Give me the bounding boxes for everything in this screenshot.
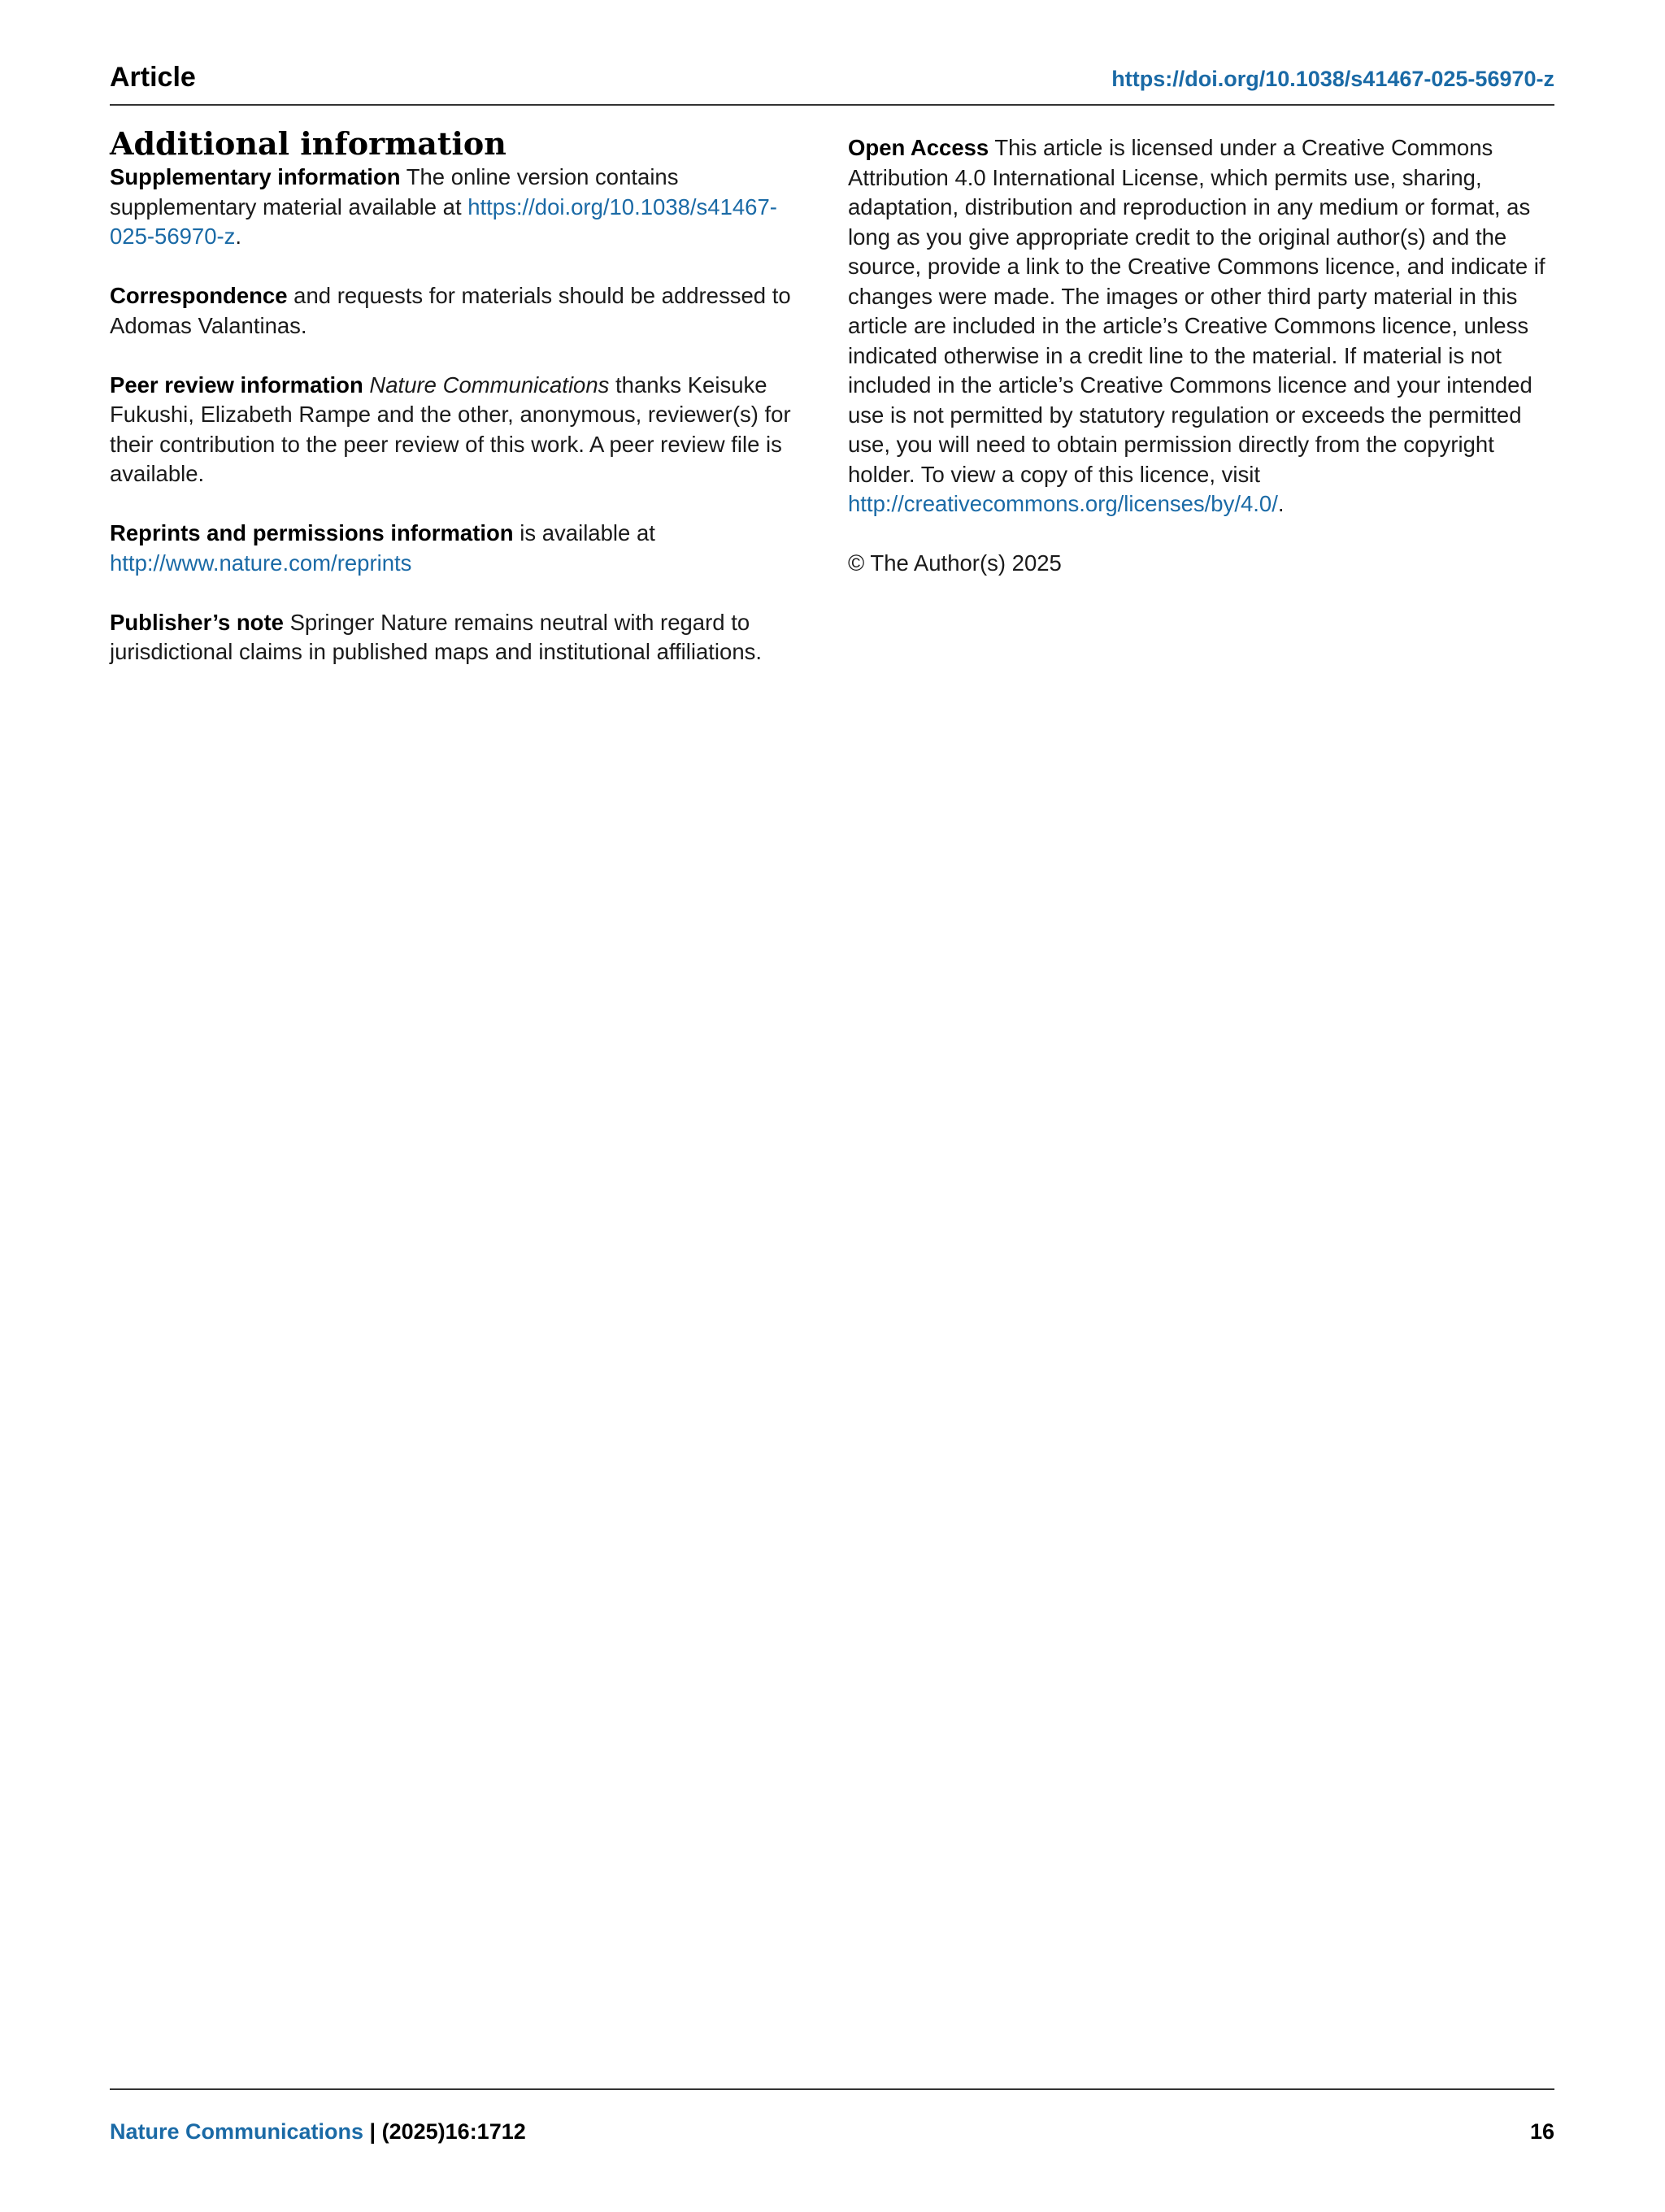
publishers-note-text: Springer Nature remains neutral with regard to jurisdictional claims in published maps and institutional affiliations. (110, 609, 762, 664)
open-access-paragraph (848, 133, 1555, 519)
footer-volume-reference: (2025)16:1712 (381, 2119, 526, 2144)
publishers-note-lead: Publisher’s note (110, 609, 284, 635)
publishers-note-paragraph (110, 608, 801, 667)
section-title-additional-information: Additional information (110, 125, 506, 162)
left-column (110, 125, 801, 697)
reprints-paragraph (110, 519, 801, 578)
footer-journal-name: Nature Communications (110, 2119, 364, 2144)
supplementary-information-lead: Supplementary information (110, 164, 401, 189)
supplementary-information-paragraph (110, 163, 801, 252)
peer-review-paragraph (110, 371, 801, 489)
reprints-text: is available at (513, 520, 655, 545)
copyright-notice: © The Author(s) 2025 (848, 550, 1062, 576)
reprints-link[interactable]: http://www.nature.com/reprints (110, 550, 412, 576)
peer-review-lead: Peer review information (110, 372, 363, 398)
peer-review-journal: Nature Communications (369, 372, 610, 398)
page-number: 16 (1529, 2119, 1554, 2144)
correspondence-text: and requests for materials should be addressed to Adomas Valantinas. (110, 283, 791, 338)
page-footer (110, 2088, 1554, 2144)
open-access-lead: Open Access (848, 135, 989, 160)
peer-review-text: thanks Keisuke Fukushi, Elizabeth Rampe and the other, anonymous, reviewer(s) for their contribution to the peer review of this work. A peer review file is available. (110, 372, 791, 486)
open-access-text: This article is licensed under a Creative Commons Attribution 4.0 International License, which permits use, sharing, adaptation, distribution and reproduction in any medium or format, as long as you give appropriate credit to the original author(s) and the source, provide a link to the Creative Commons licence, and indicate if changes were made. The images or other third party material in this article are included in the article’s Creative Commons licence, unless indicated otherwise in a credit line to the material. If material is not included in the article’s Creative Commons licence and your intended use is not permitted by statutory regulation or exceeds the permitted use, you will need to obtain permission directly from the copyright holder. To view a copy of this licence, visit (848, 135, 1545, 487)
supplementary-doi-link[interactable]: https://doi.org/10.1038/s41467-025-56970-z (110, 193, 777, 249)
reprints-lead: Reprints and permissions information (110, 520, 514, 545)
page-header (110, 59, 1554, 106)
supplementary-tail: . (235, 224, 242, 249)
header-doi-link[interactable]: https://doi.org/10.1038/s41467-025-56970-z (1111, 67, 1554, 91)
creative-commons-link[interactable]: http://creativecommons.org/licenses/by/4.0/ (848, 491, 1278, 516)
open-access-tail: . (1277, 491, 1285, 516)
supplementary-information-text: The online version contains supplementary material available at (110, 164, 679, 219)
right-column (848, 125, 1555, 608)
correspondence-paragraph (110, 281, 801, 341)
correspondence-lead: Correspondence (110, 283, 288, 308)
footer-citation (110, 2119, 526, 2145)
footer-separator: | (363, 2119, 382, 2144)
article-type-label: Article (110, 62, 196, 93)
